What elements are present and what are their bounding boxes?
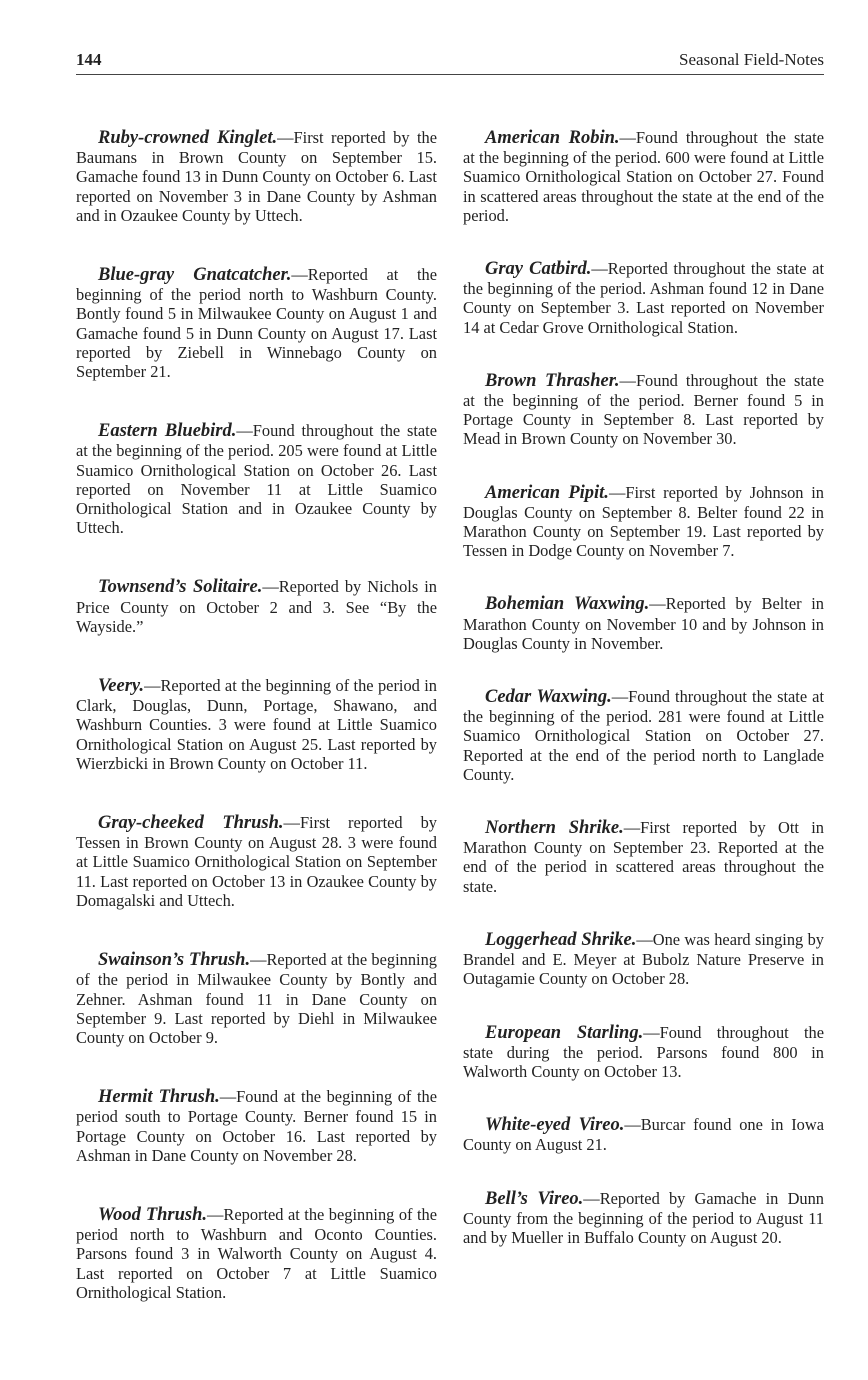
species-note: —Reported at the beginning of the period north to Washburn and Oconto Counties. Parsons found 3 in Walworth County on August 4. Last reported on October 7 at Little Suamico Ornithological Station.: [76, 1204, 437, 1302]
species-note: —First reported by the Baumans in Brown County on September 15. Gamache found 13 in Dunn County on October 6. Last reported on November 3 in Dane County by Ashman and in Ozaukee County by Uttech.: [76, 128, 438, 225]
species-entry: [463, 818, 824, 896]
species-entry: [76, 813, 437, 910]
species-note: —Reported at the beginning of the period north to Washburn County. Bontly found 5 in Milwaukee County on August 1 and Gamache found 5 in Dunn County on August 17. Last reported by Ziebell in Winnebago County on September 21.: [76, 265, 437, 382]
species-name: Townsend’s Solitaire.: [98, 577, 263, 598]
species-name: Ruby-crowned Kinglet.: [98, 128, 278, 148]
species-note: —First reported by Johnson in Douglas County on September 8. Belter found 22 in Marathon County on September 19. Last reported by Tessen in Dodge County on November 7.: [463, 482, 824, 561]
species-name: Cedar Waxwing.: [485, 687, 612, 708]
species-name: Brown Thrasher.: [485, 370, 620, 391]
species-note: —Reported throughout the state at the beginning of the period. Ashman found 12 in Dane County on September 3. Last reported on November 14 at Cedar Grove Ornithological Station.: [463, 259, 825, 337]
species-entry: [463, 1023, 824, 1082]
species-entry: [463, 128, 824, 225]
species-note: —First reported by Ott in Marathon County on September 23. Reported at the end of the period in scattered areas throughout the state.: [463, 818, 824, 896]
species-entry: [463, 1115, 824, 1154]
species-name: American Robin.: [485, 128, 620, 148]
species-name: Gray-cheeked Thrush.: [98, 813, 284, 834]
species-name: Swainson’s Thrush.: [98, 950, 251, 971]
species-note: —Found throughout the state at the beginning of the period. Berner found 5 in Portage County in September 8. Last reported by Mead in Brown County on November 30.: [463, 370, 824, 449]
species-note: —Reported by Nichols in Price County on October 2 and 3. See “By the Wayside.”: [76, 577, 437, 636]
species-entry: [463, 687, 824, 784]
species-name: Bohemian Waxwing.: [485, 594, 650, 615]
species-entry: [463, 483, 824, 561]
species-entry: [76, 421, 437, 537]
species-entry: [76, 128, 437, 225]
species-note: —Found throughout the state at the beginning of the period. 281 were found at Little Suamico Ornithological Station on October 27. Reported at the end of the period north to Langlade County.: [463, 687, 824, 784]
page-header: [76, 50, 824, 75]
species-entry: [463, 259, 824, 337]
species-entry: [76, 577, 437, 636]
page-number: 144: [76, 50, 102, 69]
species-entry: [463, 930, 824, 989]
species-name: Hermit Thrush.: [98, 1087, 220, 1108]
species-note: —One was heard singing by Brandel and E. Meyer at Bubolz Nature Preserve in Outagamie County on October 28.: [463, 929, 824, 989]
species-note: —Burcar found one in Iowa County on August 21.: [463, 1115, 824, 1155]
running-head: Seasonal Field-Notes: [679, 50, 824, 69]
species-entry: [76, 1087, 437, 1165]
species-name: Loggerhead Shrike.: [485, 929, 637, 950]
left-column: [76, 128, 437, 1342]
species-entry: [76, 1205, 437, 1302]
species-name: White-eyed Vireo.: [485, 1115, 625, 1136]
species-note: —Reported by Belter in Marathon County on November 10 and by Johnson in Douglas County in November.: [463, 594, 824, 653]
species-note: —First reported by Tessen in Brown County on August 28. 3 were found at Little Suamico Ornithological Station on September 11. Last reported on October 13 in Ozaukee County by Domagalski and Uttech.: [76, 813, 437, 910]
species-entry: [76, 676, 437, 773]
species-note: —Found throughout the state at the beginning of the period. 600 were found at Little Suamico Ornithological Station on October 27. Found in scattered areas throughout the state at the end of the period.: [463, 128, 824, 225]
species-name: Bell’s Vireo.: [485, 1188, 584, 1209]
species-entry: [76, 265, 437, 381]
species-entry: [463, 1189, 824, 1248]
species-name: Gray Catbird.: [485, 259, 592, 280]
species-note: —Found throughout the state during the period. Parsons found 800 in Walworth County on October 13.: [463, 1022, 824, 1081]
species-name: American Pipit.: [485, 482, 609, 503]
species-note: —Reported by Gamache in Dunn County from the beginning of the period to August 11 and by Mueller in Buffalo County on August 20.: [463, 1188, 825, 1247]
species-entry: [463, 371, 824, 449]
species-note: —Found at the beginning of the period south to Portage County. Berner found 15 in Portage County on October 16. Last reported by Ashman in Dane County on November 28.: [76, 1087, 437, 1165]
species-name: Northern Shrike.: [485, 818, 624, 839]
right-column: [463, 128, 824, 1342]
species-note: —Reported at the beginning of the period in Clark, Douglas, Dunn, Portage, Shawano, and Washburn Counties. 3 were found at Little Suamico Ornithological Station on August 25. Last reported by Wierzbicki in Brown County on October 11.: [76, 676, 437, 773]
species-note: —Found throughout the state at the beginning of the period. 205 were found at Little Suamico Ornithological Station on October 26. Last reported on November 11 at Little Suamico Ornithological Station and in Ozaukee County by Uttech.: [76, 421, 438, 538]
species-entry: [76, 950, 437, 1047]
species-name: Eastern Bluebird.: [98, 421, 237, 442]
species-name: European Starling.: [485, 1022, 644, 1043]
species-name: Veery.: [98, 676, 145, 697]
species-entry: [463, 594, 824, 653]
species-note: —Reported at the beginning of the period in Milwaukee County by Bontly and Zehner. Ashman found 11 in Dane County on September 9. Last reported by Diehl in Milwaukee County on October 9.: [76, 950, 437, 1047]
species-name: Wood Thrush.: [98, 1204, 208, 1225]
species-name: Blue-gray Gnatcatcher.: [98, 265, 292, 286]
body-columns: [76, 128, 824, 1342]
